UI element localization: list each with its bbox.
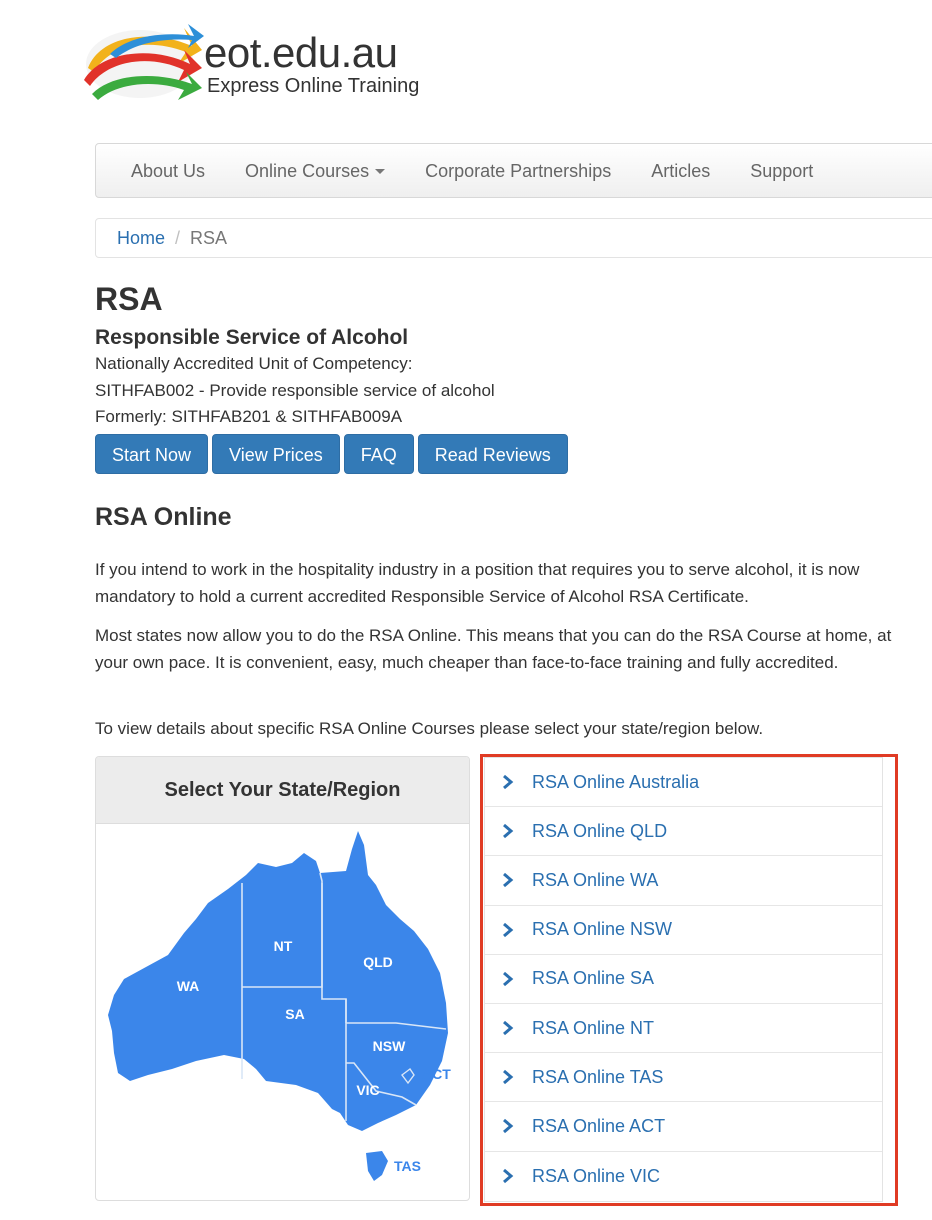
region-link-australia[interactable] (485, 758, 882, 807)
map-label-act: ACT (422, 1066, 451, 1082)
view-prices-button[interactable]: View Prices (212, 434, 340, 474)
main-navbar (95, 143, 932, 198)
breadcrumb (95, 218, 932, 258)
brand-tagline: Express Online Training (207, 75, 420, 97)
region-link-wa[interactable] (485, 856, 882, 905)
region-list (484, 757, 883, 1202)
read-reviews-button[interactable]: Read Reviews (418, 434, 568, 474)
breadcrumb-home-link[interactable]: Home (117, 228, 166, 248)
region-label: RSA Online TAS (532, 1066, 664, 1087)
region-label: RSA Online ACT (532, 1115, 666, 1136)
select-instruction: To view details about specific RSA Online Courses please select your state/region below. (95, 719, 764, 738)
site-logo[interactable] (80, 6, 440, 106)
australia-map (96, 823, 469, 1201)
nav-support[interactable]: Support (750, 160, 814, 181)
chevron-right-icon (501, 1118, 515, 1134)
map-label-nsw: NSW (372, 1038, 406, 1054)
chevron-right-icon (501, 1168, 515, 1184)
region-label: RSA Online Australia (532, 771, 700, 792)
chevron-right-icon (501, 1020, 515, 1036)
region-label: RSA Online NSW (532, 919, 673, 940)
nav-about-us[interactable]: About Us (131, 160, 206, 181)
action-buttons (95, 434, 568, 474)
chevron-right-icon (501, 872, 515, 888)
map-label-tas: TAS (394, 1158, 421, 1174)
start-now-button[interactable]: Start Now (95, 434, 208, 474)
nav-online-courses-label: Online Courses (245, 160, 370, 181)
region-link-nsw[interactable] (485, 906, 882, 955)
map-label-sa: SA (285, 1006, 305, 1022)
former-codes: Formerly: SITHFAB201 & SITHFAB009A (95, 407, 403, 426)
breadcrumb-current: RSA (190, 228, 228, 248)
chevron-right-icon (501, 922, 515, 938)
chevron-right-icon (501, 823, 515, 839)
region-link-vic[interactable] (485, 1152, 882, 1201)
intro-paragraph: If you intend to work in the hospitality industry in a position that requires you to serve alcohol, it is now mandatory to hold a current accredited Responsible Service of Alcohol RSA Certificate. (95, 560, 860, 606)
section-title: RSA Online (95, 503, 232, 531)
chevron-right-icon (501, 1069, 515, 1085)
region-link-tas[interactable] (485, 1053, 882, 1102)
chevron-right-icon (501, 774, 515, 790)
page-subtitle: Responsible Service of Alcohol (95, 326, 409, 349)
region-link-nt[interactable] (485, 1004, 882, 1053)
map-label-nt: NT (273, 938, 293, 954)
faq-button[interactable]: FAQ (344, 434, 414, 474)
region-label: RSA Online QLD (532, 820, 668, 841)
chevron-right-icon (501, 971, 515, 987)
state-map-panel (95, 756, 470, 1201)
region-link-sa[interactable] (485, 955, 882, 1004)
nav-corporate-partnerships[interactable]: Corporate Partnerships (425, 160, 612, 181)
breadcrumb-separator: / (175, 228, 181, 248)
competency-code: SITHFAB002 - Provide responsible service of alcohol (95, 381, 495, 400)
caret-down-icon (375, 169, 385, 174)
map-label-qld: QLD (363, 954, 393, 970)
region-label: RSA Online VIC (532, 1165, 661, 1186)
map-heading: Select Your State/Region (96, 757, 469, 824)
region-link-qld[interactable] (485, 807, 882, 856)
brand-name: eot.edu.au (204, 29, 398, 76)
region-label: RSA Online SA (532, 968, 655, 989)
region-label: RSA Online NT (532, 1017, 655, 1038)
nav-articles[interactable]: Articles (651, 160, 711, 181)
map-label-vic: VIC (356, 1082, 380, 1098)
region-label: RSA Online WA (532, 869, 659, 890)
page-title: RSA (95, 281, 163, 317)
nav-online-courses[interactable] (225, 144, 405, 198)
region-link-act[interactable] (485, 1102, 882, 1151)
map-label-wa: WA (176, 978, 200, 994)
online-paragraph: Most states now allow you to do the RSA Online. This means that you can do the RSA Course at home, at your own pace. It is convenient, easy, much cheaper than face-to-face training and fully accredited. (95, 626, 892, 672)
competency-label: Nationally Accredited Unit of Competency: (95, 354, 413, 373)
arrows-logo-icon (80, 6, 205, 106)
